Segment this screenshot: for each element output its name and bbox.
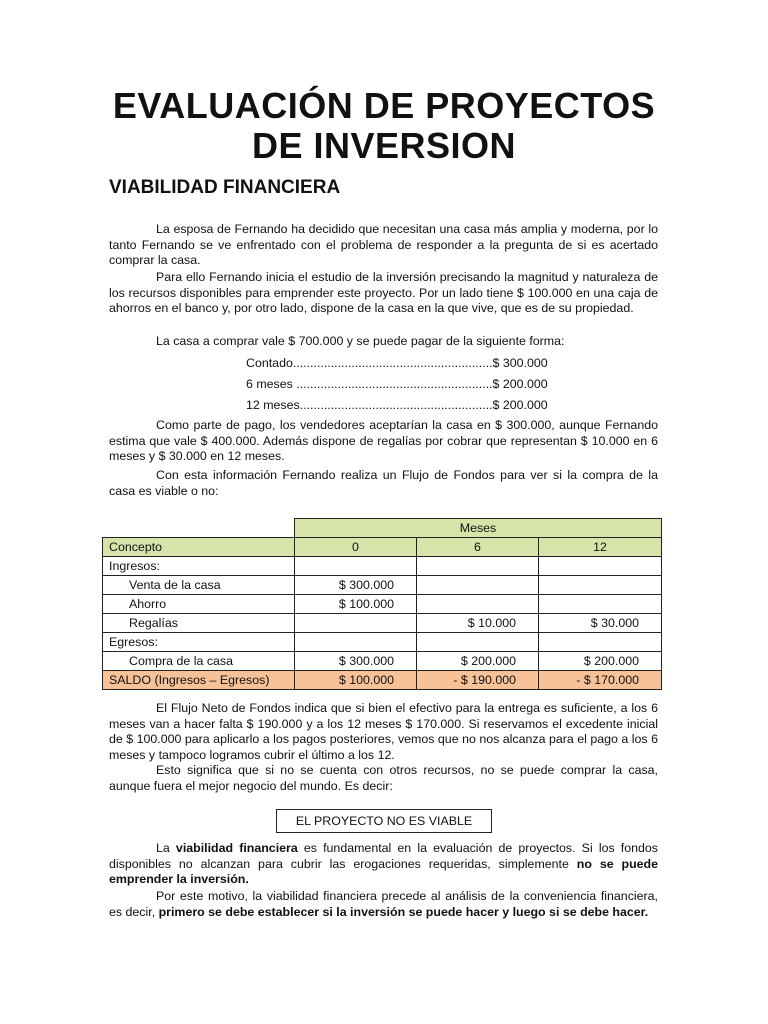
cell-month-12 [539, 576, 662, 595]
payment-line-cash: Contado..........................................................$ 300.000 [246, 356, 548, 370]
cell-month-12 [539, 595, 662, 614]
cell-month-0 [295, 557, 417, 576]
cell-month-12 [539, 557, 662, 576]
row-label: Egresos: [103, 633, 295, 652]
cell-month-6: $ 10.000 [417, 614, 539, 633]
p9-bold: primero se debe establecer si la inversión se puede hacer y luego si se debe hacer. [158, 904, 649, 919]
cell-month-12: $ 200.000 [539, 652, 662, 671]
row-label: Ingresos: [103, 557, 295, 576]
p9-text: Por este motivo, la viabilidad financiera precede al análisis de la conveniencia financiera, es decir, [109, 889, 658, 919]
table-row [103, 595, 662, 614]
cell-month-6 [417, 557, 539, 576]
table-total-row [103, 671, 662, 690]
cell-month-12 [539, 633, 662, 652]
total-month-0: $ 100.000 [295, 671, 417, 690]
title-line-2: DE INVERSION [251, 125, 517, 166]
cell-month-6 [417, 633, 539, 652]
table-row [103, 633, 662, 652]
p8-bold-a: viabilidad financiera [175, 841, 298, 855]
cash-flow-table [102, 518, 662, 690]
table-blank-cell [103, 519, 295, 538]
paragraph-4: Como parte de pago, los vendedores aceptarían la casa en $ 300.000, aunque Fernando estima que vale $ 400.000. Además dispone de regalías por cobrar que representan $ 10.000 en 6 meses y $ 30.000 en 12 meses. [109, 418, 658, 464]
paragraph-8 [109, 841, 658, 888]
header-month-12: 12 [539, 538, 662, 557]
cell-month-0 [295, 633, 417, 652]
paragraph-2: Para ello Fernando inicia el estudio de la inversión precisando la magnitud y naturaleza de los recursos disponibles para emprender este proyecto. Por un lado tiene $ 100.000 en una caja de ahorros en el banco y, por otro lado, dispone de la casa en la que vive, que es de su propiedad. [109, 270, 658, 316]
title-line-1: EVALUACIÓN DE PROYECTOS [112, 85, 656, 126]
total-month-12: - $ 170.000 [539, 671, 662, 690]
document-title [100, 86, 668, 166]
paragraph-6: El Flujo Neto de Fondos indica que si bien el efectivo para la entrega es suficiente, a los 6 meses van a hacer falta $ 190.000 y a los 12 meses $ 170.000. Si reservamos el excedente inicial de $ 100.000 para aplicarlo a los pagos posteriores, vemos que no nos alcanza para el pago a los 6 meses y tampoco logramos cubrir el último a los 12. [109, 701, 658, 762]
cell-month-0 [295, 614, 417, 633]
cell-month-6 [417, 595, 539, 614]
paragraph-5: Con esta información Fernando realiza un Flujo de Fondos para ver si la compra de la casa es viable o no: [109, 468, 658, 498]
section-heading: VIABILIDAD FINANCIERA [109, 177, 341, 198]
cell-month-12: $ 30.000 [539, 614, 662, 633]
cell-month-6: $ 200.000 [417, 652, 539, 671]
paragraph-1: La esposa de Fernando ha decidido que necesitan una casa más amplia y moderna, por lo tanto Fernando se ve enfrentado con el problema de responder a la pregunta de si es acertado comprar la casa. [109, 222, 658, 268]
table-row [103, 652, 662, 671]
table-header-row [103, 538, 662, 557]
paragraph-3: La casa a comprar vale $ 700.000 y se puede pagar de la siguiente forma: [156, 334, 565, 348]
payment-line-12-months: 12 meses........................................................$ 200.000 [246, 398, 548, 412]
table-row [103, 576, 662, 595]
table-row [103, 557, 662, 576]
header-month-6: 6 [417, 538, 539, 557]
row-label: Ahorro [103, 595, 295, 614]
cell-month-0: $ 100.000 [295, 595, 417, 614]
header-concept: Concepto [103, 538, 295, 557]
paragraph-9 [109, 889, 658, 920]
p8-bold-b: no se puede emprender la inversión. [109, 856, 658, 887]
cell-month-0: $ 300.000 [295, 652, 417, 671]
months-header: Meses [295, 519, 662, 538]
cell-month-6 [417, 576, 539, 595]
row-label: Venta de la casa [103, 576, 295, 595]
row-label: Regalías [103, 614, 295, 633]
table-row [103, 614, 662, 633]
p8-text-b: es fundamental en la evaluación de proyectos. Si los fondos disponibles no alcanzan para cubrir las erogaciones requeridas, simplemente [109, 841, 658, 871]
total-label: SALDO (Ingresos – Egresos) [103, 671, 295, 690]
payment-line-6-months: 6 meses .........................................................$ 200.000 [246, 377, 548, 391]
header-month-0: 0 [295, 538, 417, 557]
table-group-header-row [103, 519, 662, 538]
cell-month-0: $ 300.000 [295, 576, 417, 595]
verdict-box: EL PROYECTO NO ES VIABLE [276, 809, 492, 833]
p8-text-a: La [156, 841, 176, 855]
paragraph-7: Esto significa que si no se cuenta con otros recursos, no se puede comprar la casa, aunque fuera el mejor negocio del mundo. Es decir: [109, 763, 658, 793]
row-label: Compra de la casa [103, 652, 295, 671]
total-month-6: - $ 190.000 [417, 671, 539, 690]
